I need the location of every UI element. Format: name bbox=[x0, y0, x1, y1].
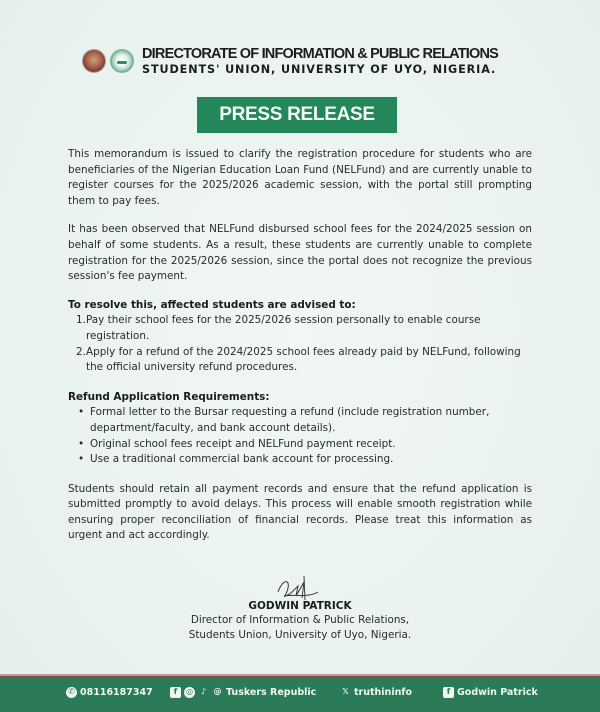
directorate-title: DIRECTORATE OF INFORMATION & PUBLIC RELATIONS bbox=[142, 46, 499, 63]
university-logo-icon bbox=[82, 49, 106, 73]
whatsapp-icon: ✆ bbox=[66, 687, 77, 698]
phone-number: 08116187347 bbox=[80, 686, 153, 698]
letterhead-text bbox=[142, 47, 498, 75]
observation-paragraph: It has been observed that NELFund disbursed school fees for the 2024/2025 session on behalf of some students. As a result, these students are currently unable to complete registration for the 2025/2026 session, since the portal does not recognize the previous session's fee payment. bbox=[68, 223, 532, 283]
instagram-icon: ◎ bbox=[184, 687, 195, 698]
signatory-name: GODWIN PATRICK bbox=[248, 600, 352, 612]
threads-icon: @ bbox=[213, 687, 222, 696]
contact-footer bbox=[0, 678, 600, 712]
intro-paragraph: This memorandum is issued to clarify the registration procedure for students who are beneficiaries of the Nigerian Education Loan Fund (NELFund) and are currently unable to register courses for the 2025/2026 academic session, with the portal still prompting them to pay fees. bbox=[68, 148, 532, 207]
list-item-text: Original school fees receipt and NELFund payment receipt. bbox=[90, 437, 396, 450]
list-item bbox=[68, 452, 532, 468]
footer-phone[interactable] bbox=[66, 678, 153, 706]
signatory-title: Director of Information & Public Relations, bbox=[190, 614, 410, 626]
footer-x[interactable] bbox=[340, 678, 412, 706]
facebook-icon: f bbox=[443, 687, 454, 698]
list-item-text: Formal letter to the Bursar requesting a refund (include registration number, department/faculty, and bank account details). bbox=[90, 406, 490, 434]
union-subtitle: STUDENTS' UNION, UNIVERSITY OF UYO, NIGERIA. bbox=[142, 62, 497, 76]
bullet-icon: • bbox=[78, 453, 85, 466]
list-number: 1. bbox=[76, 314, 86, 327]
list-item bbox=[68, 437, 532, 453]
x-handle: truthininfo bbox=[354, 686, 412, 698]
list-item-text: Use a traditional commercial bank account for processing. bbox=[90, 453, 394, 466]
list-number: 2. bbox=[76, 345, 86, 358]
signature-block bbox=[150, 572, 450, 642]
requirements-heading: Refund Application Requirements: bbox=[68, 390, 270, 403]
list-item bbox=[68, 313, 532, 344]
press-release-badge: PRESS RELEASE bbox=[197, 97, 397, 133]
requirements-section bbox=[68, 390, 532, 468]
memo-body bbox=[68, 147, 532, 557]
letterhead bbox=[82, 44, 522, 78]
footer-facebook[interactable] bbox=[443, 678, 538, 706]
social-handle: Tuskers Republic bbox=[226, 686, 317, 698]
students-union-logo-icon bbox=[110, 49, 134, 73]
list-item-text: Pay their school fees for the 2025/2026 session personally to enable course registration. bbox=[86, 314, 481, 342]
list-item bbox=[68, 345, 532, 376]
signatory-organization: Students Union, University of Uyo, Nigeria. bbox=[188, 628, 412, 641]
advice-list bbox=[68, 313, 532, 375]
footer-social[interactable] bbox=[170, 678, 316, 706]
advice-section bbox=[68, 298, 532, 376]
closing-paragraph: Students should retain all payment records and ensure that the refund application is submitted promptly to avoid delays. This process will enable smooth registration while ensuring proper reconciliation of financial records. Please treat this information as urgent and act accordingly. bbox=[68, 482, 532, 542]
x-icon: 𝕏 bbox=[342, 687, 349, 696]
facebook-handle: Godwin Patrick bbox=[457, 686, 538, 698]
bullet-icon: • bbox=[78, 437, 85, 450]
list-item-text: Apply for a refund of the 2024/2025 school fees already paid by NELFund, following the official university refund procedures. bbox=[86, 345, 521, 374]
facebook-icon: f bbox=[170, 687, 181, 698]
list-item bbox=[68, 405, 532, 436]
tiktok-icon: ♪ bbox=[200, 687, 207, 696]
bullet-icon: • bbox=[78, 406, 85, 419]
advice-heading: To resolve this, affected students are advised to: bbox=[68, 298, 356, 311]
signature-icon bbox=[150, 572, 450, 600]
